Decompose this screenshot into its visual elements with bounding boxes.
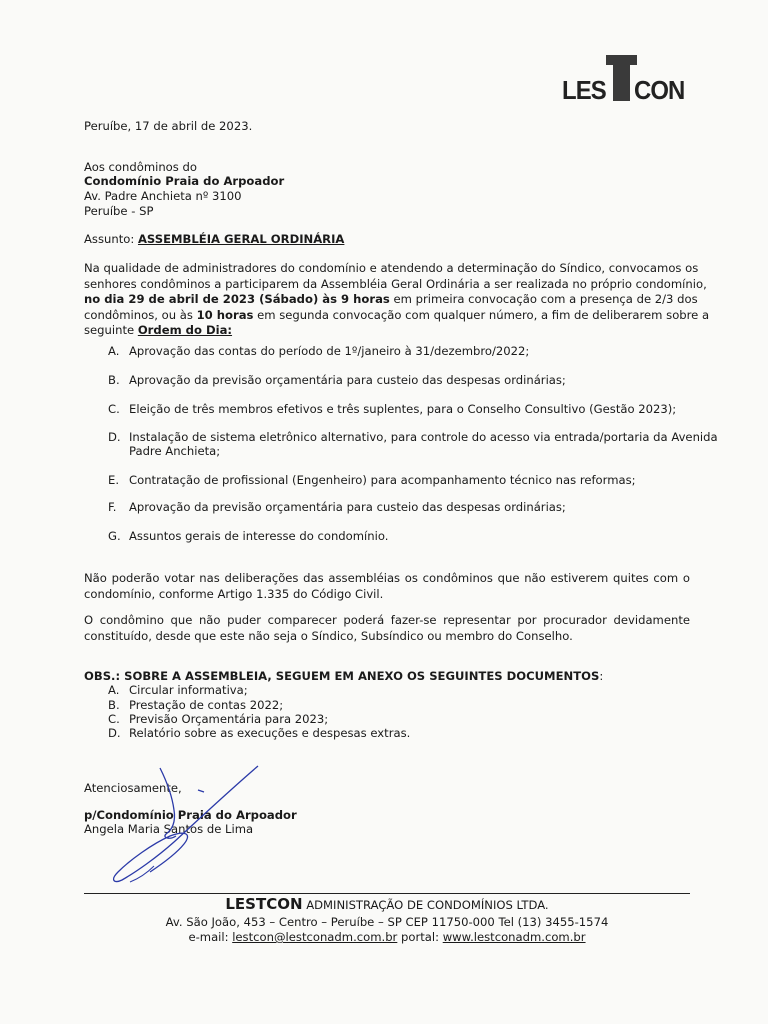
subject-title: ASSEMBLÉIA GERAL ORDINÁRIA: [137, 232, 345, 246]
intro-line-5: seguinte Ordem do Dia:: [84, 323, 233, 337]
footer-contact: e-mail: lestcon@lestconadm.com.br portal: www.lestconadm.com.br: [188, 930, 586, 944]
subject-line: [84, 232, 344, 247]
agenda-heading: Ordem do Dia:: [137, 323, 233, 337]
portal-link[interactable]: www.lestconadm.com.br: [442, 930, 586, 944]
closing-greeting: Atenciosamente,: [84, 781, 182, 795]
intro-line-4: condôminos, ou às 10 horas em segunda convocação com qualquer número, a fim de deliberarem sobre a: [84, 307, 710, 322]
recipient-address: Av. Padre Anchieta nº 3100: [84, 189, 242, 203]
lestcon-logo: [562, 55, 692, 105]
proxy-notice: O condômino que não puder comparecer poderá fazer-se representar por procurador devidamente constituído, desde que este não seja o Síndico, Subsíndico ou membro do Conselho.: [84, 613, 690, 643]
voting-notice: Não poderão votar nas deliberações das assembléias os condôminos que não estiverem quites com o condomínio, conforme Artigo 1.335 do Código Civil.: [84, 571, 690, 601]
closing-org: p/Condomínio Praia do Arpoador: [84, 808, 297, 822]
footer-company-name: LESTCON: [225, 895, 303, 913]
logo-t-stem: [613, 55, 630, 101]
footer-company: LESTCON ADMINISTRAÇÃO DE CONDOMÍNIOS LTDA.: [225, 895, 549, 913]
intro-line-2: senhores condôminos a participarem da Assembléia Geral Ordinária a ser realizada no próprio condomínio,: [84, 276, 707, 291]
intro-line-3: no dia 29 de abril de 2023 (Sábado) às 9 horas em primeira convocação com a presença de 2/3 dos: [84, 292, 698, 306]
date-line: Peruíbe, 17 de abril de 2023.: [84, 119, 253, 133]
handwritten-signature: [100, 760, 270, 890]
logo-text-left: LES: [562, 75, 606, 105]
obs-label: OBS.: [84, 669, 116, 683]
intro-paragraph: [84, 261, 710, 339]
closing-signer: Angela Maria Santos de Lima: [84, 822, 254, 836]
email-link[interactable]: lestcon@lestconadm.com.br: [232, 930, 398, 944]
logo-text-right: CON: [634, 75, 685, 105]
second-call-time: 10 horas: [196, 307, 254, 322]
obs-heading: OBS.: SOBRE A ASSEMBLEIA, SEGUEM EM ANEXO OS SEGUINTES DOCUMENTOS:: [84, 669, 604, 683]
subject-label: Assunto:: [84, 232, 135, 246]
intro-line-1: Na qualidade de administradores do condomínio e atendendo a determinação do Síndico, convocamos os: [84, 261, 699, 275]
letter-page: LES CON Peruíbe, 17 de abril de 2023. Aos condôminos do Condomínio Praia do Arpoador Av. Padre Anchieta nº 3100 Peruíbe - SP Assunto: ASSEMBLÉIA GERAL ORDINÁRIA Na qualidade de administradores do condomínio e atendendo a determinação do Síndico, convocamos os senhores condôminos a participarem da Assembléia Geral Ordinária a ser realizada no próprio condomínio, no dia 29 de abril de 2023 (Sábado) às 9 horas em primeira convocação com a presença de 2/3 dos condôminos, ou às 10 horas em segunda convocação com qualquer número, a fim de deliberarem sobre a seguinte Ordem do Dia: A. Aprovação das contas do período de 1º/janeiro à 31/dezembro/2022; B. Aprovação da previsão orçamentária para custeio das despesas ordinárias; C. Eleição de três membros efetivos e três suplentes, para o Conselho Consultivo (Gestão 2023); D. Instalação de sistema eletrônico alternativo, para controle do acesso via entrada/portaria da Avenida Padre Anchieta; E. Contratação de profissional (Engenheiro) para acompanhamento técnico nas reformas; F. Aprovação da previsão orçamentária para custeio das despesas ordinárias; G. Assuntos gerais de interesse do condomínio. Não poderão votar nas deliberações das assembléias os condôminos que não estiverem quites com o condomínio, conforme Artigo 1.335 do Código Civil. O condômino que não puder comparecer poderá fazer-se representar por procurador devidamente constituído, desde que este não seja o Síndico, Subsíndico ou membro do Conselho. OBS.: SOBRE A ASSEMBLEIA, SEGUEM EM ANEXO OS SEGUINTES DOCUMENTOS: A. Circular informativa; B. Prestação de contas 2022; C. Previsão Orçamentária para 2023; D. Relatório sobre as execuções e despesas extras. Atenciosamente, p/Condomínio Praia do Arpoador Angela Maria Santos de Lima LESTCON ADMINISTRAÇÃO DE CONDOMÍNIOS LTDA. Av. São João, 453 – Centro – Peruíbe – SP CEP 11750-000 Tel (13) 3455-1574 e-mail: lestcon@lestconadm.com.br portal: www.lestconadm.com.br: [0, 0, 768, 1024]
meeting-date: no dia 29 de abril de 2023 (Sábado) às 9 horas: [84, 292, 390, 306]
footer-divider: [84, 893, 690, 894]
recipient-line1: Aos condôminos do: [84, 160, 197, 174]
obs-title: : SOBRE A ASSEMBLEIA, SEGUEM EM ANEXO OS SEGUINTES DOCUMENTOS: [115, 669, 600, 683]
footer-address: Av. São João, 453 – Centro – Peruíbe – SP CEP 11750-000 Tel (13) 3455-1574: [165, 915, 609, 929]
recipient-city: Peruíbe - SP: [84, 204, 154, 218]
recipient-name: Condomínio Praia do Arpoador: [84, 174, 285, 188]
